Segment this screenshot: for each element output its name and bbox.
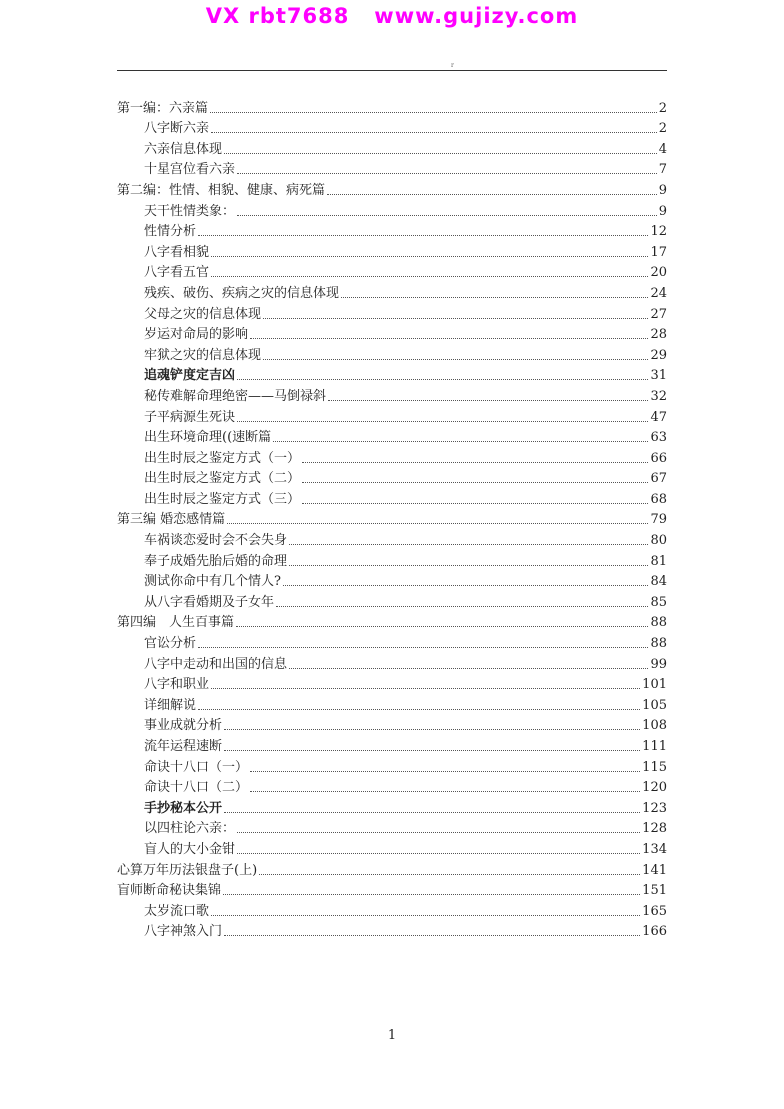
toc-leader-dots (237, 215, 657, 216)
toc-entry-page: 120 (642, 780, 667, 796)
toc-entry[interactable] (117, 878, 667, 899)
toc-leader-dots (250, 791, 640, 792)
toc-entry[interactable] (117, 177, 667, 198)
toc-entry[interactable] (117, 445, 667, 466)
toc-entry-title: 盲师断命秘诀集锦 (117, 883, 222, 899)
toc-entry-page: 79 (650, 512, 667, 528)
toc-entry[interactable] (117, 116, 667, 137)
toc-entry-title: 测试你命中有几个情人? (144, 574, 281, 590)
toc-leader-dots (236, 626, 648, 627)
toc-entry-title: 车祸谈恋爱时会不会失身 (144, 533, 288, 549)
toc-leader-dots (289, 544, 648, 545)
toc-entry-title: 八字看五官 (144, 265, 210, 281)
toc-entry[interactable] (117, 301, 667, 322)
toc-entry[interactable] (117, 569, 667, 590)
toc-leader-dots (250, 771, 640, 772)
toc-entry-title: 八字中走动和出国的信息 (144, 656, 288, 672)
toc-entry-title: 从八字看婚期及子女年 (144, 594, 275, 610)
toc-leader-dots (273, 441, 648, 442)
toc-entry-title: 天干性情类象： (144, 203, 236, 219)
toc-entry-page: 24 (650, 285, 667, 301)
toc-entry-title: 追魂铲度定吉凶 (144, 368, 236, 384)
toc-entry[interactable] (117, 775, 667, 796)
toc-leader-dots (328, 400, 648, 401)
toc-entry[interactable] (117, 589, 667, 610)
table-of-contents (117, 95, 667, 939)
toc-entry[interactable] (117, 630, 667, 651)
toc-leader-dots (223, 894, 640, 895)
toc-entry-title: 性情分析 (144, 224, 197, 240)
toc-entry-title: 奉子成婚先胎后婚的命理 (144, 553, 288, 569)
toc-leader-dots (211, 688, 640, 689)
toc-entry-page: 27 (650, 306, 667, 322)
toc-entry-title: 命诀十八口（二） (144, 780, 249, 796)
toc-entry-page: 88 (650, 615, 667, 631)
toc-leader-dots (302, 462, 648, 463)
toc-entry[interactable] (117, 857, 667, 878)
toc-entry-page: 108 (642, 718, 667, 734)
toc-entry-page: 7 (658, 162, 667, 178)
toc-entry-title: 出生环境命理((速断篇 (144, 430, 272, 446)
toc-leader-dots (211, 256, 648, 257)
toc-entry-title: 第三编 婚恋感情篇 (117, 512, 226, 528)
toc-leader-dots (302, 503, 648, 504)
toc-entry-page: 166 (642, 924, 667, 940)
toc-entry-page: 32 (650, 388, 667, 404)
toc-entry-title: 八字看相貌 (144, 244, 210, 260)
toc-entry[interactable] (117, 95, 667, 116)
toc-entry-title: 盲人的大小金钳 (144, 841, 236, 857)
header-rule (117, 70, 667, 71)
toc-leader-dots (327, 194, 657, 195)
toc-entry[interactable] (117, 816, 667, 837)
toc-entry[interactable] (117, 527, 667, 548)
toc-entry-title: 手抄秘本公开 (144, 800, 223, 816)
toc-entry[interactable] (117, 548, 667, 569)
toc-entry-page: 68 (650, 491, 667, 507)
toc-entry-title: 详细解说 (144, 697, 197, 713)
toc-leader-dots (198, 709, 640, 710)
toc-entry-title: 第二编：性情、相貌、健康、病死篇 (117, 182, 326, 198)
toc-entry[interactable] (117, 919, 667, 940)
toc-entry-page: 9 (658, 182, 667, 198)
toc-entry-page: 17 (650, 244, 667, 260)
watermark-text: VX rbt7688 www.gujizy.com (205, 4, 579, 28)
toc-leader-dots (211, 915, 640, 916)
toc-entry-page: 29 (650, 347, 667, 363)
toc-entry[interactable] (117, 836, 667, 857)
toc-entry[interactable] (117, 404, 667, 425)
toc-leader-dots (259, 874, 640, 875)
toc-entry-title: 命诀十八口（一） (144, 759, 249, 775)
toc-entry-title: 以四柱论六亲： (144, 821, 236, 837)
toc-entry-page: 20 (650, 265, 667, 281)
toc-entry[interactable] (117, 239, 667, 260)
toc-entry-page: 115 (642, 759, 667, 775)
toc-entry-page: 128 (642, 821, 667, 837)
toc-entry-page: 28 (650, 327, 667, 343)
toc-entry-page: 81 (650, 553, 667, 569)
toc-entry-page: 67 (650, 471, 667, 487)
toc-entry-page: 151 (642, 883, 667, 899)
toc-entry-title: 六亲信息体现 (144, 141, 223, 157)
toc-entry-title: 第四编 人生百事篇 (117, 615, 235, 631)
toc-entry[interactable] (117, 713, 667, 734)
toc-entry-page: 88 (650, 636, 667, 652)
toc-entry[interactable] (117, 260, 667, 281)
toc-entry[interactable] (117, 363, 667, 384)
toc-leader-dots (302, 482, 648, 483)
toc-leader-dots (250, 338, 648, 339)
toc-entry[interactable] (117, 425, 667, 446)
toc-entry[interactable] (117, 672, 667, 693)
toc-entry-page: 123 (642, 800, 667, 816)
toc-entry[interactable] (117, 754, 667, 775)
toc-entry[interactable] (117, 198, 667, 219)
toc-entry[interactable] (117, 898, 667, 919)
toc-leader-dots (237, 379, 648, 380)
toc-entry-title: 出生时辰之鉴定方式（一） (144, 450, 301, 466)
toc-entry-page: 99 (650, 656, 667, 672)
toc-leader-dots (237, 421, 648, 422)
toc-leader-dots (289, 565, 648, 566)
toc-entry-page: 66 (650, 450, 667, 466)
toc-entry-title: 父母之灾的信息体现 (144, 306, 262, 322)
toc-leader-dots (341, 297, 648, 298)
toc-leader-dots (198, 647, 648, 648)
toc-entry-page: 63 (650, 430, 667, 446)
toc-entry[interactable] (117, 733, 667, 754)
toc-entry-page: 31 (650, 368, 667, 384)
toc-entry[interactable] (117, 466, 667, 487)
toc-entry-page: 80 (650, 533, 667, 549)
toc-entry-title: 流年运程速断 (144, 739, 223, 754)
toc-entry-page: 12 (650, 224, 667, 240)
toc-leader-dots (224, 153, 657, 154)
toc-leader-dots (263, 359, 648, 360)
toc-entry-title: 八字和职业 (144, 677, 210, 693)
header-mark: r (451, 62, 454, 69)
toc-entry-page: 134 (642, 841, 667, 857)
toc-entry-page: 9 (658, 203, 667, 219)
toc-entry-title: 官讼分析 (144, 636, 197, 652)
toc-leader-dots (224, 812, 640, 813)
toc-entry-page: 141 (642, 862, 667, 878)
toc-entry[interactable] (117, 486, 667, 507)
toc-entry-page: 2 (658, 100, 667, 116)
toc-entry-title: 十星宫位看六亲 (144, 162, 236, 178)
toc-entry-page: 2 (658, 121, 667, 137)
toc-entry-page: 165 (642, 903, 667, 919)
toc-entry[interactable] (117, 136, 667, 157)
toc-entry-title: 秘传难解命理绝密——马倒禄斜 (144, 388, 327, 404)
toc-entry-title: 心算万年历法银盘子(上) (117, 862, 258, 878)
toc-leader-dots (227, 523, 648, 524)
toc-entry[interactable] (117, 383, 667, 404)
toc-entry-title: 岁运对命局的影响 (144, 327, 249, 343)
toc-entry-title: 事业成就分析 (144, 718, 223, 734)
toc-entry[interactable] (117, 795, 667, 816)
toc-entry-title: 残疾、破伤、疾病之灾的信息体现 (144, 285, 340, 301)
toc-entry[interactable] (117, 219, 667, 240)
toc-entry[interactable] (117, 280, 667, 301)
toc-leader-dots (224, 935, 640, 936)
toc-entry-title: 子平病源生死诀 (144, 409, 236, 425)
toc-entry[interactable] (117, 322, 667, 343)
page-number: 1 (387, 1028, 397, 1043)
toc-entry-title: 八字神煞入门 (144, 924, 223, 940)
toc-entry-page: 111 (642, 739, 667, 754)
toc-entry-title: 太岁流口歌 (144, 903, 210, 919)
toc-entry-page: 85 (650, 594, 667, 610)
toc-entry[interactable] (117, 342, 667, 363)
toc-leader-dots (263, 318, 648, 319)
toc-entry-page: 105 (642, 697, 667, 713)
toc-entry-title: 牢狱之灾的信息体现 (144, 347, 262, 363)
toc-leader-dots (224, 729, 640, 730)
toc-entry-page: 84 (650, 574, 667, 590)
toc-leader-dots (283, 585, 648, 586)
toc-entry[interactable] (117, 507, 667, 528)
toc-leader-dots (198, 235, 648, 236)
toc-entry[interactable] (117, 692, 667, 713)
toc-entry-page: 101 (642, 677, 667, 693)
toc-entry[interactable] (117, 651, 667, 672)
toc-leader-dots (211, 276, 648, 277)
toc-entry-page: 47 (650, 409, 667, 425)
toc-leader-dots (237, 832, 640, 833)
toc-leader-dots (237, 853, 640, 854)
toc-entry[interactable] (117, 610, 667, 631)
toc-leader-dots (289, 668, 648, 669)
toc-entry-title: 八字断六亲 (144, 121, 210, 137)
toc-entry-title: 出生时辰之鉴定方式（二） (144, 471, 301, 487)
toc-leader-dots (276, 606, 648, 607)
toc-leader-dots (237, 173, 657, 174)
toc-leader-dots (211, 132, 657, 133)
toc-leader-dots (210, 112, 657, 113)
toc-entry-page: 4 (658, 141, 667, 157)
toc-entry-title: 出生时辰之鉴定方式（三） (144, 491, 301, 507)
toc-entry[interactable] (117, 157, 667, 178)
toc-entry-title: 第一编：六亲篇 (117, 100, 209, 116)
toc-leader-dots (224, 750, 640, 751)
